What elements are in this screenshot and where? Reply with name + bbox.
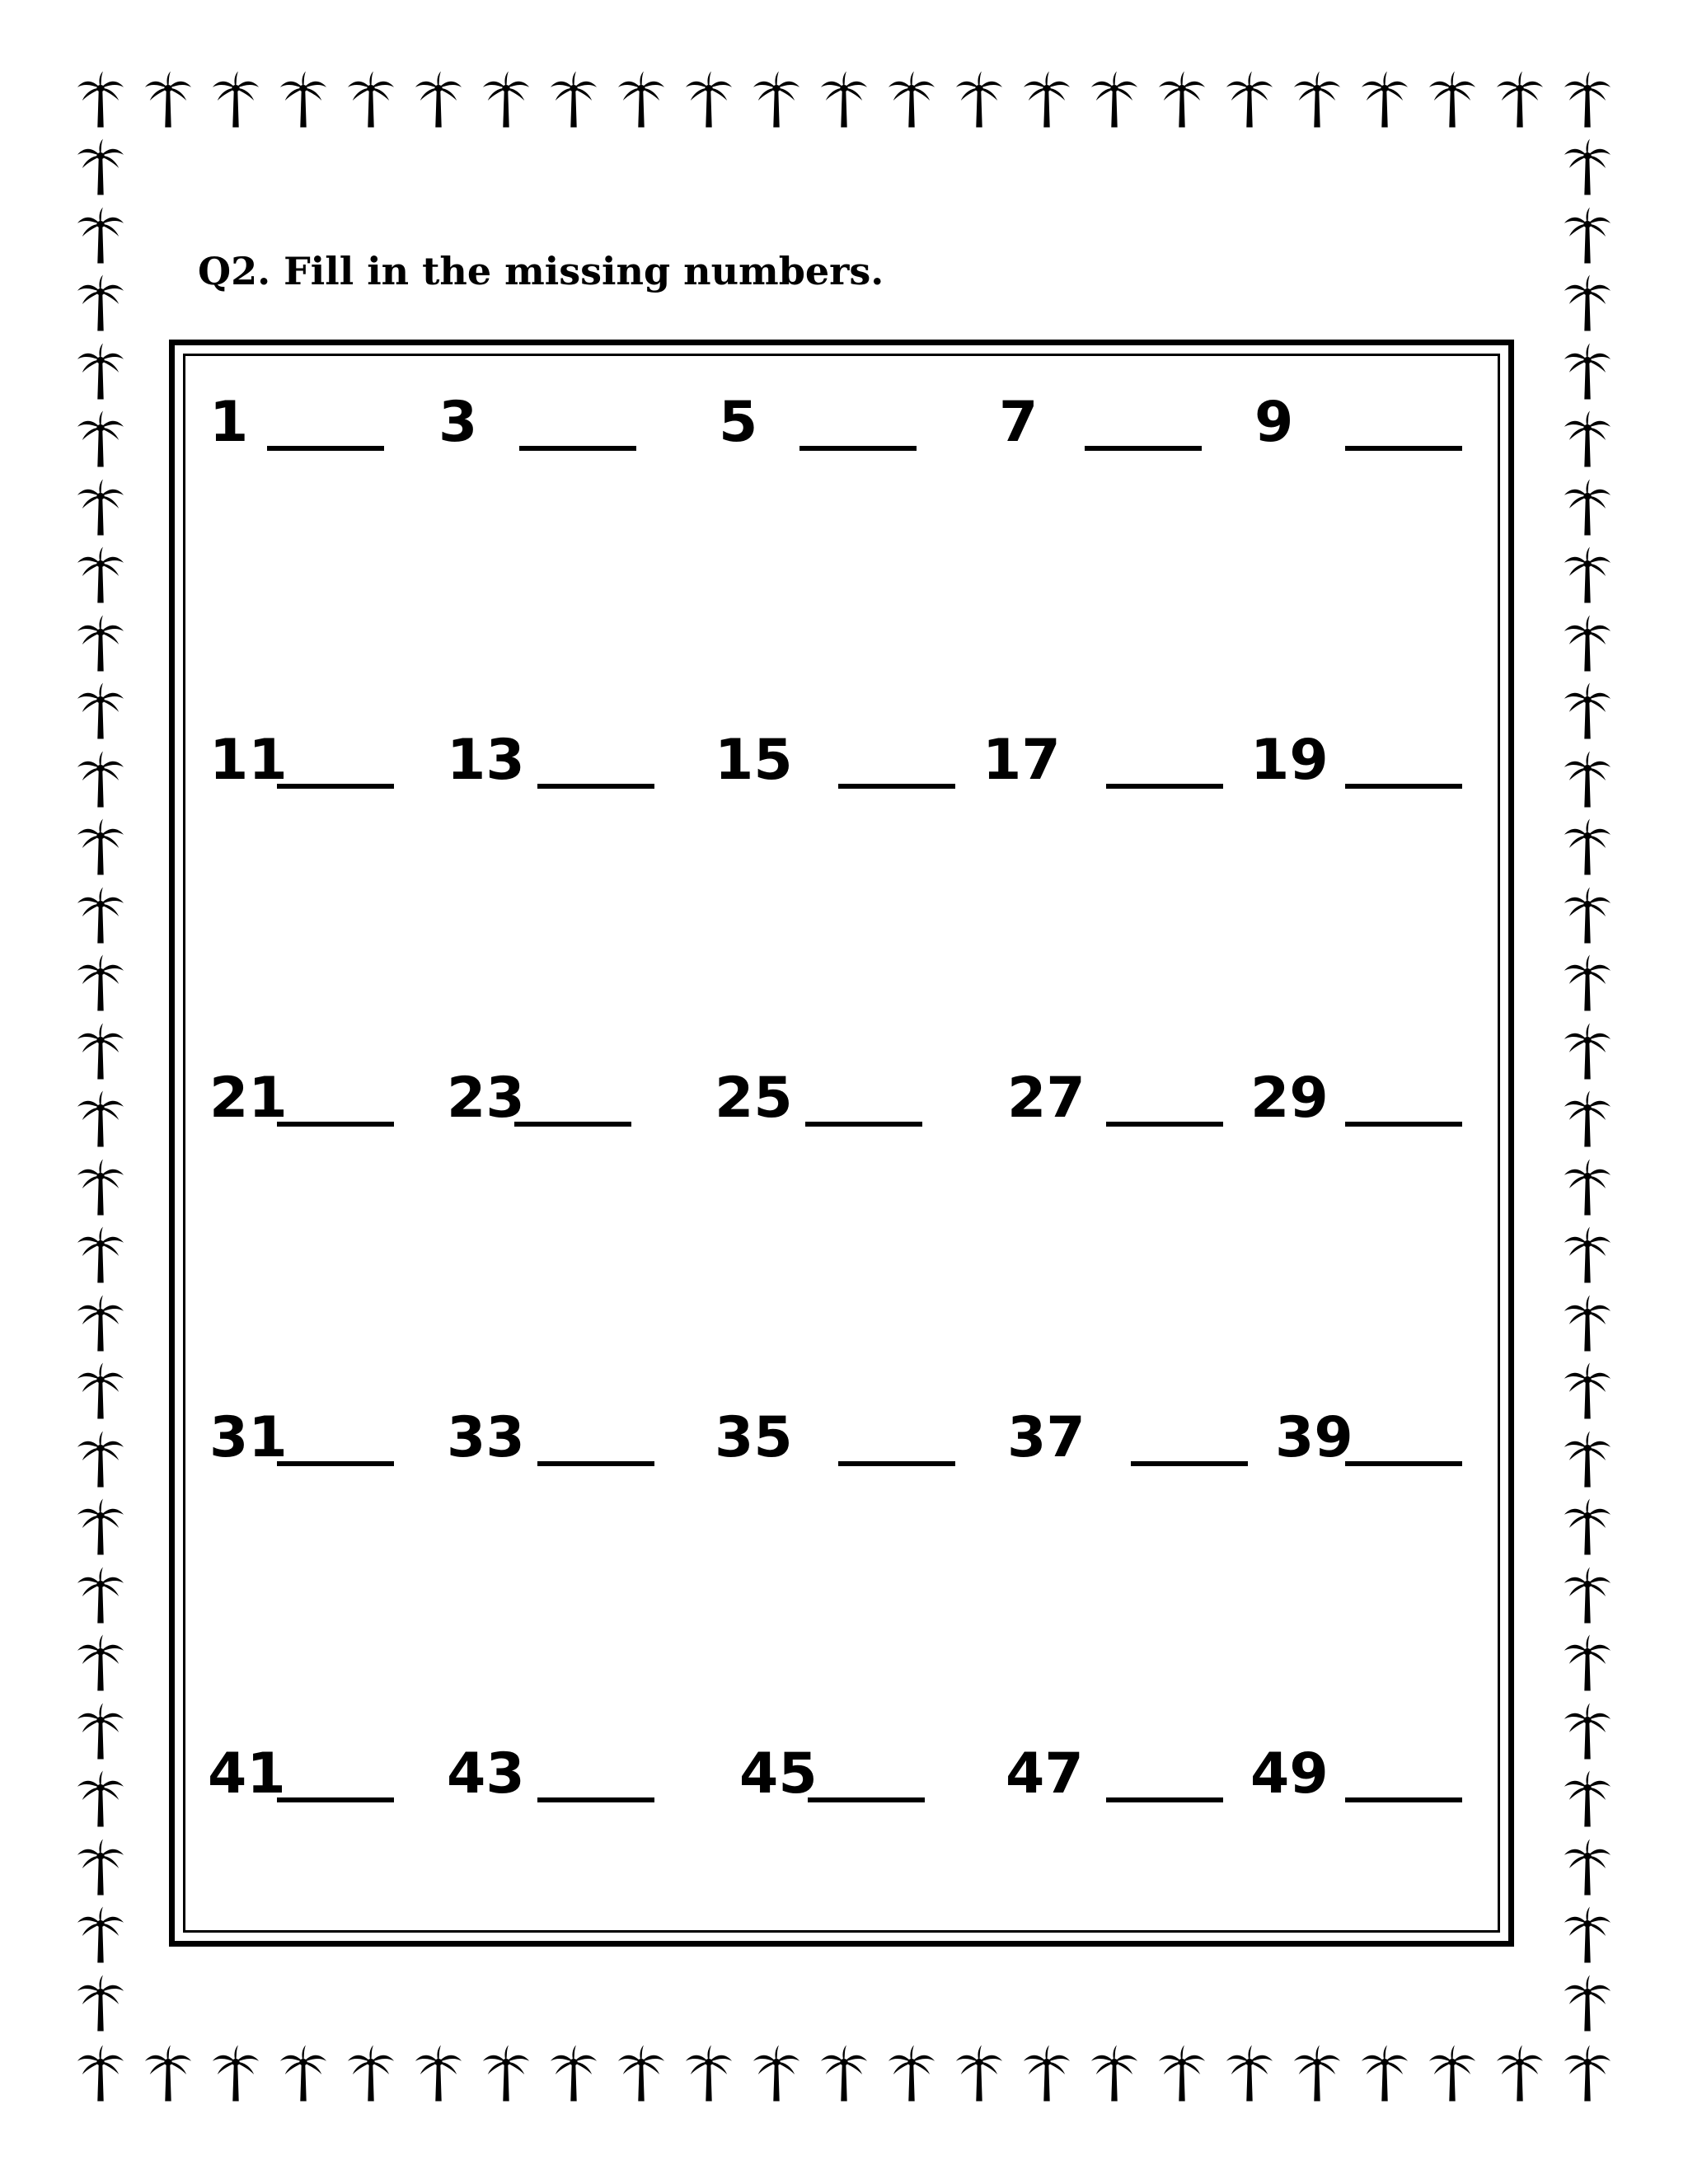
palm-tree-icon: [346, 70, 396, 131]
given-number: 3: [438, 390, 478, 455]
given-number: 49: [1250, 1741, 1329, 1807]
palm-tree-icon: [76, 818, 125, 879]
palm-tree-icon: [954, 2044, 1004, 2105]
palm-tree-icon: [1563, 138, 1612, 199]
palm-tree-icon: [684, 2044, 734, 2105]
palm-tree-icon: [1090, 2044, 1139, 2105]
number-row: [175, 390, 1508, 461]
given-number: 21: [209, 1066, 288, 1131]
palm-tree-icon: [887, 2044, 936, 2105]
palm-tree-icon: [1563, 2044, 1612, 2105]
given-number: 27: [1007, 1066, 1085, 1131]
palm-tree-icon: [1563, 1702, 1612, 1763]
palm-tree-icon: [76, 954, 125, 1015]
palm-tree-icon: [76, 1497, 125, 1558]
palm-tree-icon: [76, 1158, 125, 1219]
palm-tree-icon: [1563, 1974, 1612, 2035]
answer-blank[interactable]: [1345, 1461, 1462, 1466]
palm-tree-icon: [76, 1361, 125, 1422]
given-number: 25: [715, 1066, 793, 1131]
number-row: [175, 1066, 1508, 1137]
palm-tree-icon: [76, 1769, 125, 1830]
given-number: 31: [209, 1405, 288, 1470]
palm-tree-icon: [76, 1022, 125, 1083]
palm-tree-icon: [481, 2044, 531, 2105]
palm-tree-icon: [76, 1974, 125, 2035]
given-number: 43: [447, 1741, 525, 1807]
number-row: [175, 728, 1508, 799]
given-number: 17: [982, 728, 1061, 793]
given-number: 33: [447, 1405, 525, 1470]
given-number: 15: [715, 728, 793, 793]
palm-tree-icon: [76, 682, 125, 743]
palm-tree-icon: [1563, 478, 1612, 539]
palm-tree-icon: [414, 2044, 463, 2105]
palm-tree-icon: [954, 70, 1004, 131]
given-number: 23: [447, 1066, 525, 1131]
answer-blank[interactable]: [537, 1461, 654, 1466]
palm-tree-icon: [76, 1294, 125, 1355]
worksheet-box: [169, 340, 1514, 1947]
palm-tree-icon: [1563, 1158, 1612, 1219]
palm-tree-icon: [1563, 1566, 1612, 1627]
palm-tree-icon: [76, 546, 125, 607]
answer-blank[interactable]: [1345, 446, 1462, 451]
palm-tree-icon: [1563, 818, 1612, 879]
number-row: [175, 1741, 1508, 1812]
palm-tree-icon: [887, 70, 936, 131]
palm-tree-icon: [76, 1905, 125, 1966]
palm-tree-icon: [1225, 2044, 1274, 2105]
palm-tree-icon: [819, 70, 869, 131]
palm-tree-icon: [76, 2044, 125, 2105]
palm-tree-icon: [1563, 1090, 1612, 1151]
palm-tree-icon: [1563, 410, 1612, 471]
answer-blank[interactable]: [1131, 1461, 1248, 1466]
answer-blank[interactable]: [1345, 1797, 1462, 1802]
palm-tree-icon: [1563, 206, 1612, 267]
answer-blank[interactable]: [267, 446, 384, 451]
answer-blank[interactable]: [808, 1797, 925, 1802]
palm-tree-icon: [346, 2044, 396, 2105]
palm-tree-icon: [1563, 682, 1612, 743]
palm-tree-icon: [1563, 614, 1612, 675]
palm-tree-icon: [1157, 2044, 1207, 2105]
palm-tree-icon: [76, 1430, 125, 1491]
given-number: 7: [999, 390, 1039, 455]
answer-blank[interactable]: [519, 446, 636, 451]
number-row: [175, 1405, 1508, 1476]
palm-tree-icon: [1563, 1226, 1612, 1286]
answer-blank[interactable]: [277, 1122, 394, 1127]
palm-tree-icon: [1022, 70, 1071, 131]
palm-tree-icon: [1360, 2044, 1409, 2105]
answer-blank[interactable]: [799, 446, 917, 451]
given-number: 45: [739, 1741, 818, 1807]
palm-tree-icon: [76, 342, 125, 403]
given-number: 37: [1007, 1405, 1085, 1470]
given-number: 1: [209, 390, 249, 455]
palm-tree-icon: [617, 2044, 666, 2105]
palm-tree-icon: [1563, 1905, 1612, 1966]
palm-tree-icon: [1563, 1633, 1612, 1694]
palm-tree-icon: [76, 206, 125, 267]
palm-tree-icon: [414, 70, 463, 131]
palm-tree-icon: [279, 2044, 328, 2105]
palm-tree-icon: [1563, 342, 1612, 403]
palm-tree-icon: [211, 70, 260, 131]
palm-tree-icon: [211, 2044, 260, 2105]
palm-tree-icon: [1563, 1838, 1612, 1899]
palm-tree-icon: [1495, 70, 1545, 131]
given-number: 41: [208, 1741, 286, 1807]
palm-tree-icon: [1563, 1430, 1612, 1491]
answer-blank[interactable]: [805, 1122, 922, 1127]
palm-tree-icon: [76, 70, 125, 131]
palm-tree-icon: [1428, 70, 1477, 131]
question-heading: Q2. Fill in the missing numbers.: [198, 249, 884, 293]
palm-tree-icon: [76, 1566, 125, 1627]
palm-tree-icon: [1563, 1361, 1612, 1422]
given-number: 5: [719, 390, 758, 455]
palm-tree-icon: [76, 1838, 125, 1899]
palm-tree-icon: [1563, 750, 1612, 811]
palm-tree-icon: [76, 274, 125, 335]
palm-tree-icon: [684, 70, 734, 131]
palm-tree-icon: [1090, 70, 1139, 131]
answer-blank[interactable]: [277, 1797, 394, 1802]
palm-tree-icon: [76, 614, 125, 675]
worksheet-inner-frame: [183, 354, 1500, 1933]
palm-tree-icon: [549, 70, 598, 131]
palm-tree-icon: [143, 2044, 193, 2105]
palm-tree-icon: [752, 2044, 801, 2105]
answer-blank[interactable]: [1106, 1797, 1223, 1802]
palm-tree-icon: [1563, 274, 1612, 335]
palm-tree-icon: [76, 750, 125, 811]
palm-tree-icon: [76, 410, 125, 471]
palm-tree-icon: [1292, 2044, 1342, 2105]
palm-tree-icon: [1563, 546, 1612, 607]
palm-tree-icon: [76, 1702, 125, 1763]
answer-blank[interactable]: [277, 784, 394, 789]
palm-tree-icon: [1157, 70, 1207, 131]
palm-tree-icon: [1563, 886, 1612, 947]
answer-blank[interactable]: [1085, 446, 1202, 451]
given-number: 9: [1254, 390, 1294, 455]
palm-tree-icon: [76, 1090, 125, 1151]
palm-tree-icon: [279, 70, 328, 131]
palm-tree-icon: [1428, 2044, 1477, 2105]
palm-tree-icon: [752, 70, 801, 131]
palm-tree-icon: [76, 478, 125, 539]
palm-tree-icon: [549, 2044, 598, 2105]
answer-blank[interactable]: [537, 1797, 654, 1802]
palm-tree-icon: [76, 886, 125, 947]
palm-tree-icon: [481, 70, 531, 131]
answer-blank[interactable]: [838, 784, 955, 789]
palm-tree-icon: [1292, 70, 1342, 131]
given-number: 19: [1250, 728, 1329, 793]
palm-tree-icon: [76, 138, 125, 199]
answer-blank[interactable]: [1345, 1122, 1462, 1127]
palm-tree-icon: [1495, 2044, 1545, 2105]
answer-blank[interactable]: [838, 1461, 955, 1466]
palm-tree-icon: [1360, 70, 1409, 131]
palm-tree-icon: [76, 1633, 125, 1694]
answer-blank[interactable]: [1106, 1122, 1223, 1127]
given-number: 29: [1250, 1066, 1329, 1131]
palm-tree-icon: [76, 1226, 125, 1286]
answer-blank[interactable]: [537, 784, 654, 789]
given-number: 47: [1006, 1741, 1084, 1807]
palm-tree-icon: [819, 2044, 869, 2105]
palm-tree-icon: [1563, 1294, 1612, 1355]
palm-tree-icon: [1563, 1022, 1612, 1083]
given-number: 39: [1275, 1405, 1353, 1470]
answer-blank[interactable]: [277, 1461, 394, 1466]
given-number: 35: [715, 1405, 793, 1470]
answer-blank[interactable]: [1345, 784, 1462, 789]
palm-tree-icon: [1022, 2044, 1071, 2105]
palm-tree-icon: [1563, 954, 1612, 1015]
given-number: 11: [209, 728, 288, 793]
palm-tree-icon: [1563, 1769, 1612, 1830]
answer-blank[interactable]: [1106, 784, 1223, 789]
answer-blank[interactable]: [514, 1122, 631, 1127]
palm-tree-icon: [617, 70, 666, 131]
palm-tree-icon: [143, 70, 193, 131]
palm-tree-icon: [1225, 70, 1274, 131]
palm-tree-icon: [1563, 1497, 1612, 1558]
given-number: 13: [447, 728, 525, 793]
palm-tree-icon: [1563, 70, 1612, 131]
